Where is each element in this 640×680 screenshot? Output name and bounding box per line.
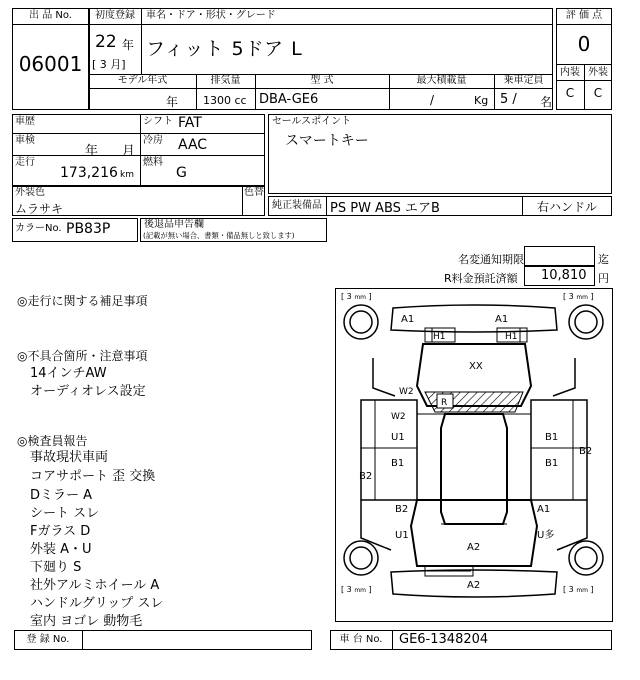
registration-no-label: 登 録 No.	[26, 634, 70, 645]
inspector-line: 下廻り S	[30, 560, 82, 575]
inspection-label: 車検	[15, 135, 35, 146]
inspection-month: 月	[122, 144, 136, 159]
year-unit: 年	[122, 38, 135, 52]
car-name: フィット 5ドア L	[146, 38, 303, 60]
inspector-line: 社外アルミホイール A	[30, 578, 160, 593]
shift-label: シフト	[143, 116, 173, 127]
exterior-color-value: ムラサキ	[15, 202, 64, 216]
mark-h1-left: H1	[433, 332, 446, 342]
color-no-value: PB83P	[66, 221, 111, 237]
inspector-line: 事故現状車両	[30, 450, 109, 465]
interior-grade: C	[565, 86, 575, 100]
color-no-label: カラーNo.	[15, 223, 62, 234]
capacity-unit: 名	[540, 95, 553, 109]
car-name-label: 車名・ドア・形状・グレード	[146, 10, 276, 21]
score-label: 評 価 点	[565, 10, 603, 21]
capacity-value: 5 /	[500, 92, 517, 107]
repaint-label: 色替	[244, 187, 264, 198]
type-label: 型 式	[310, 75, 334, 86]
mark-w2-hood: W2	[399, 387, 414, 397]
car-damage-diagram	[335, 288, 613, 622]
mark-a2-rear: A2	[467, 542, 481, 553]
defects-header: ◎不具合箇所・注意事項	[17, 349, 148, 363]
wheel-rear-right-icon	[569, 541, 603, 575]
mark-b1-right-mid: B1	[545, 458, 559, 469]
tire-rear-left-label: [ 3 mm ]	[341, 585, 372, 594]
standard-equipment-value: PS PW ABS エアB	[330, 201, 440, 216]
shift-value: FAT	[178, 115, 202, 131]
mileage-label: 走行	[15, 157, 35, 168]
mark-b2-right: B2	[579, 446, 593, 457]
mark-b2-left-rear: B2	[395, 504, 409, 515]
inspector-line: 室内 ヨゴレ 動物毛	[30, 614, 143, 629]
first-registration-label: 初度登録	[95, 10, 135, 21]
rear-hatch	[411, 500, 537, 566]
type-value: DBA-GE6	[259, 92, 319, 107]
name-change-unit: 迄	[598, 253, 609, 266]
mark-b1-right-front: B1	[545, 432, 559, 443]
max-load-unit: Kg	[474, 94, 489, 107]
cabin-roof	[441, 414, 507, 524]
mark-u1-left: U1	[391, 432, 405, 443]
recycle-fee-unit: 円	[598, 272, 609, 285]
body-left-side	[361, 400, 417, 500]
ac-value: AAC	[178, 137, 208, 153]
displacement-value: 1300 cc	[203, 94, 247, 107]
wheel-front-right-icon	[569, 305, 603, 339]
mark-a1-front-right: A1	[495, 314, 509, 325]
recycle-fee-label: R料金預託済額	[444, 272, 518, 285]
mark-b1-left-front: B1	[391, 458, 405, 469]
exterior-grade-label: 外装	[588, 67, 608, 78]
model-year-unit: 年	[166, 95, 179, 109]
inspector-header: ◎検査員報告	[17, 434, 88, 448]
steering-value: 右ハンドル	[536, 200, 597, 214]
driving-notes-header: ◎走行に関する補足事項	[17, 294, 148, 308]
max-load-label: 最大積載量	[416, 75, 467, 86]
mark-a1-front-left: A1	[401, 314, 415, 325]
interior-grade-label: 内装	[560, 67, 580, 78]
standard-equipment-label: 純正装備品	[272, 200, 322, 211]
fuel-value: G	[176, 165, 187, 181]
recycle-fee-value: 10,810	[541, 268, 587, 283]
chassis-no-value: GE6-1348204	[399, 632, 489, 647]
mark-xx-hood: XX	[469, 361, 483, 372]
mark-w2-front: W2	[391, 412, 406, 422]
tire-front-left-label: [ 3 mm ]	[341, 292, 372, 301]
inspector-line: Dミラー A	[30, 488, 93, 503]
model-year-label: モデル年式	[117, 75, 168, 86]
ac-label: 冷房	[143, 135, 163, 146]
tire-front-right-label: [ 3 mm ]	[563, 292, 594, 301]
mark-a2-bottom: A2	[467, 580, 481, 591]
max-load-separator: /	[430, 93, 435, 107]
inspector-line: シート スレ	[30, 506, 100, 521]
fuel-label: 燃料	[143, 157, 163, 168]
history-label: 車歴	[15, 116, 35, 127]
mark-b2-left: B2	[359, 471, 373, 482]
exterior-color-label: 外装色	[15, 187, 45, 198]
displacement-label: 排気量	[210, 75, 241, 86]
sales-points-label: セールスポイント	[272, 116, 352, 127]
sales-points-value: スマートキー	[285, 133, 369, 149]
wheel-rear-left-icon	[344, 541, 378, 575]
first-registration-month: [ 3 月]	[92, 58, 126, 71]
mark-a1-right-rear: A1	[537, 504, 551, 515]
inspector-line: ハンドルグリップ スレ	[30, 596, 164, 611]
inspector-line: Fガラス D	[30, 524, 91, 539]
name-change-label: 名変通知期限	[458, 253, 524, 266]
capacity-label: 乗車定員	[503, 75, 544, 86]
front-bumper	[391, 305, 557, 332]
score-value: 0	[577, 32, 591, 56]
details-box	[12, 114, 265, 186]
inspector-line: 外装 A・U	[30, 542, 92, 557]
mileage-value: 173,216	[60, 165, 118, 181]
aftermarket-label: 後退品申告欄	[144, 219, 204, 230]
mark-u1-left-rear: U1	[395, 530, 409, 541]
mileage-unit: km	[120, 170, 134, 180]
lot-number: 06001	[18, 52, 83, 76]
aftermarket-note: (記載が無い場合、書類・備品無しと致します)	[143, 231, 295, 240]
chassis-no-label: 車 台 No.	[339, 634, 383, 645]
first-registration-year: 22	[95, 32, 117, 52]
defect-line: オーディオレス設定	[30, 384, 146, 399]
mark-u-many: U多	[537, 530, 555, 541]
exterior-grade: C	[593, 86, 603, 100]
name-change-box	[524, 246, 595, 266]
mark-h1-right: H1	[505, 332, 518, 342]
mark-r-repair: R	[441, 398, 448, 408]
defect-line: 14インチAW	[30, 366, 107, 381]
inspection-year: 年	[85, 144, 99, 159]
wheel-front-left-icon	[344, 305, 378, 339]
inspector-line: コアサポート 歪 交換	[30, 469, 156, 484]
tire-rear-right-label: [ 3 mm ]	[563, 585, 594, 594]
lot-number-label: 出 品 No.	[29, 10, 72, 21]
